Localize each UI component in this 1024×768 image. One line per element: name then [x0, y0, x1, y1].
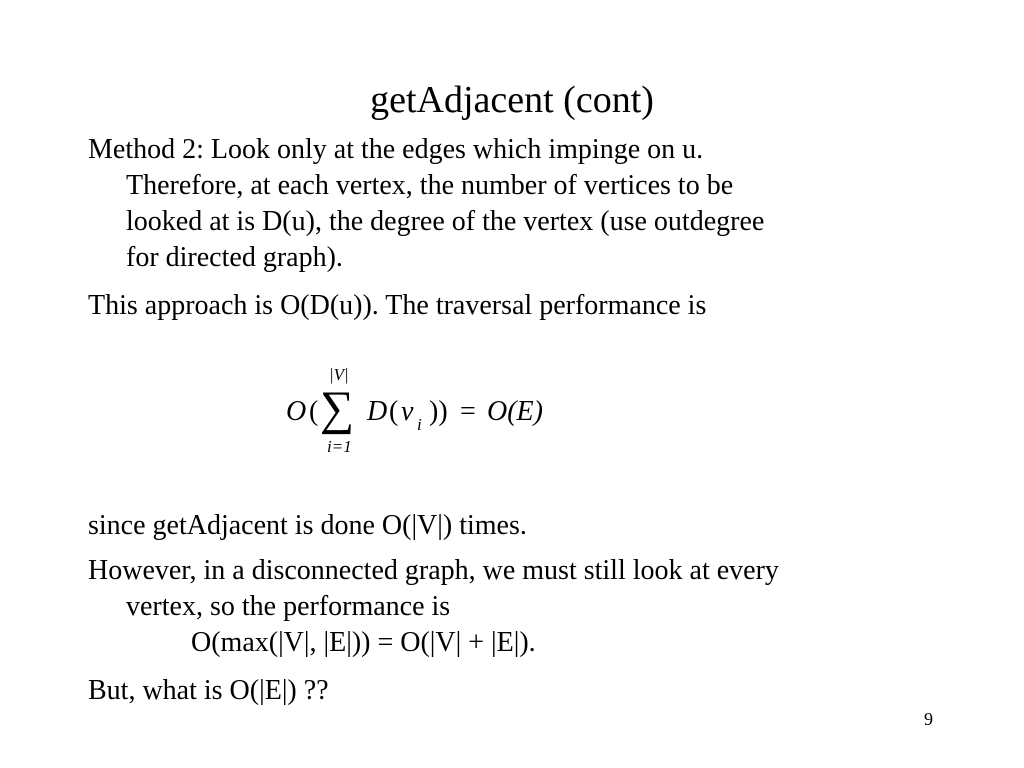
text-line: Therefore, at each vertex, the number of vertices to be: [126, 170, 734, 201]
sum-lower-limit: i=1: [327, 437, 352, 456]
text-line: However, in a disconnected graph, we must still look at every: [88, 555, 779, 586]
page-number: 9: [924, 709, 933, 729]
sigma-symbol: ∑: [320, 382, 355, 435]
paragraph-question: [88, 673, 948, 709]
text-line: looked at is D(u), the degree of the vertex (use outdegree: [126, 206, 765, 237]
paragraph-getadjacent-times: [88, 508, 948, 544]
formula-open-paren: (: [309, 396, 319, 427]
text-line: since getAdjacent is done O(|V|) times.: [88, 510, 527, 541]
text-line: Method 2: Look only at the edges which impinge on u.: [88, 134, 704, 165]
formula-close-parens: )): [429, 396, 448, 427]
slide-title: getAdjacent (cont): [370, 79, 654, 121]
text-line: This approach is O(D(u)). The traversal performance is: [88, 290, 707, 321]
formula-subscript-i: i: [417, 415, 422, 434]
paragraph-disconnected: [88, 553, 948, 661]
sum-upper-limit: |V|: [329, 365, 349, 384]
formula-v: v: [401, 396, 414, 427]
formula-arg-open: (: [389, 396, 399, 427]
text-line: But, what is O(|E|) ??: [88, 675, 329, 706]
formula-equals: =: [460, 396, 476, 427]
formula-rhs: O(E): [487, 396, 543, 427]
formula-O: O: [286, 396, 307, 427]
text-line: O(max(|V|, |E|)) = O(|V| + |E|).: [191, 627, 536, 658]
text-line: for directed graph).: [126, 242, 343, 273]
text-line: vertex, so the performance is: [126, 591, 451, 622]
formula-D: D: [367, 396, 388, 427]
